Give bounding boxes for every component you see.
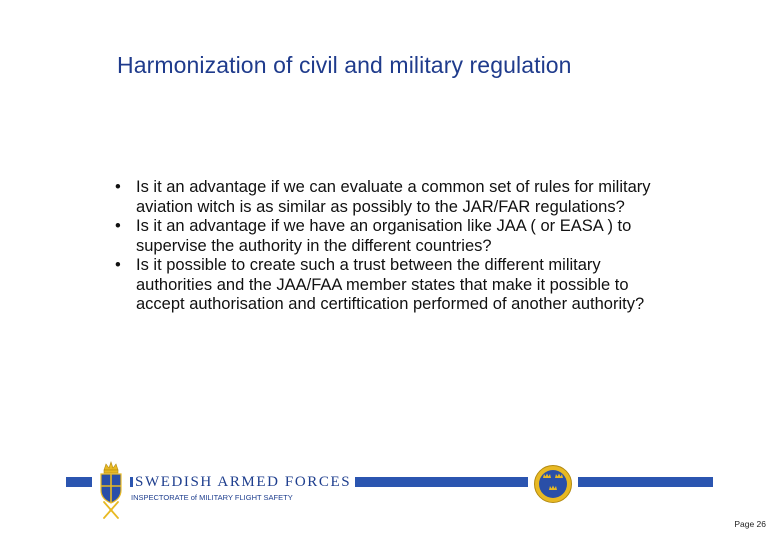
bullet-text: Is it possible to create such a trust between the different military authorities and the JAA/FAA member states that make it possible to accept authorisation and certiftication performed of another authority? [136,256,645,313]
unit-name: INSPECTORATE of MILITARY FLIGHT SAFETY [131,493,293,502]
bullet-dot: • [115,178,121,196]
bullet-text: Is it an advantage if we have an organisation like JAA ( or EASA ) to supervise the authority in the different countries? [136,217,632,255]
bullet-dot: • [115,256,121,274]
bullet-item [113,256,673,315]
slide-title: Harmonization of civil and military regulation [117,52,572,78]
bullet-text: Is it an advantage if we can evaluate a common set of rules for military aviation witch is as similar as possibly to the JAR/FAR regulations? [136,178,651,216]
bullet-item [113,178,673,217]
page-number: Page 26 [734,519,766,529]
three-crowns-seal-icon [533,464,573,504]
bullet-item [113,217,673,256]
swedish-armed-forces-emblem-icon [96,460,126,522]
brand-name: SWEDISH ARMED FORCES [133,474,355,491]
bullet-dot: • [115,217,121,235]
bullet-list [113,178,673,315]
